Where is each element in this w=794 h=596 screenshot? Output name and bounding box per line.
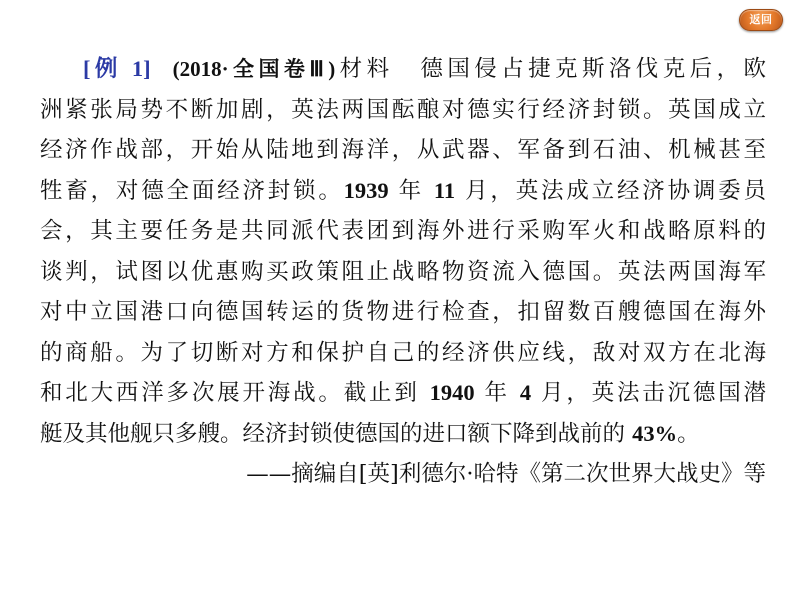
passage-line: [40, 90, 766, 131]
passage-text: 和北大西洋多次展开海战。截止到: [40, 380, 430, 406]
passage-text: 月，英法成立经济协调委员: [455, 177, 766, 204]
passage-text: 对中立国港口向德国转运的货物进行检查，扣留数百艘德国在海外: [40, 299, 766, 325]
passage-text: 艇及其他舰只多艘。经济封锁使德国的进口额下降到战前的: [40, 420, 633, 447]
passage-text: 月，英法击沉德国潜: [531, 380, 767, 406]
passage-text: 谈判，试图以优惠购买政策阻止战略物资流入德国。英法两国海军: [40, 258, 766, 285]
passage-text: 。: [677, 420, 700, 447]
passage-line: [40, 292, 766, 333]
month-number: 4: [519, 380, 532, 405]
passage-text: 经济作战部，开始从陆地到海洋，从武器、军备到石油、机械甚至: [40, 137, 766, 163]
passage-text: 会，其主要任务是共同派代表团到海外进行采购军火和战略原料的: [40, 218, 766, 244]
passage-text: 洲紧张局势不断加剧，英法两国酝酿对德实行经济封锁。英国成立: [40, 96, 766, 123]
percentage-number: 43%: [632, 420, 678, 446]
month-number: 11: [433, 177, 456, 203]
passage-line: [40, 333, 766, 374]
return-button[interactable]: 返回: [739, 9, 783, 31]
passage-line: [40, 211, 766, 252]
passage-line: [40, 373, 766, 414]
passage-text: 的商船。为了切断对方和保护自己的经济供应线，敌对双方在北海: [40, 339, 766, 366]
exam-source: (2018·全国卷Ⅲ): [172, 57, 336, 81]
passage-line: [40, 49, 766, 90]
passage-line: [40, 414, 766, 455]
passage-line: [40, 171, 766, 212]
passage-line: [40, 130, 766, 171]
source-attribution: ——摘编自[英]利德尔·哈特《第二次世界大战史》等: [246, 461, 766, 487]
passage-text: 牲畜，对德全面经济封锁。: [40, 177, 344, 204]
passage-line: [40, 252, 766, 293]
example-label: [例 1]: [83, 56, 151, 81]
passage-text: 年: [388, 177, 434, 204]
example-passage: [40, 49, 766, 495]
year-number: 1940: [429, 380, 475, 405]
passage-text: 材料 德国侵占捷克斯洛伐克后，欧: [335, 56, 766, 82]
year-number: 1939: [343, 177, 389, 203]
passage-text: 年: [474, 380, 520, 406]
